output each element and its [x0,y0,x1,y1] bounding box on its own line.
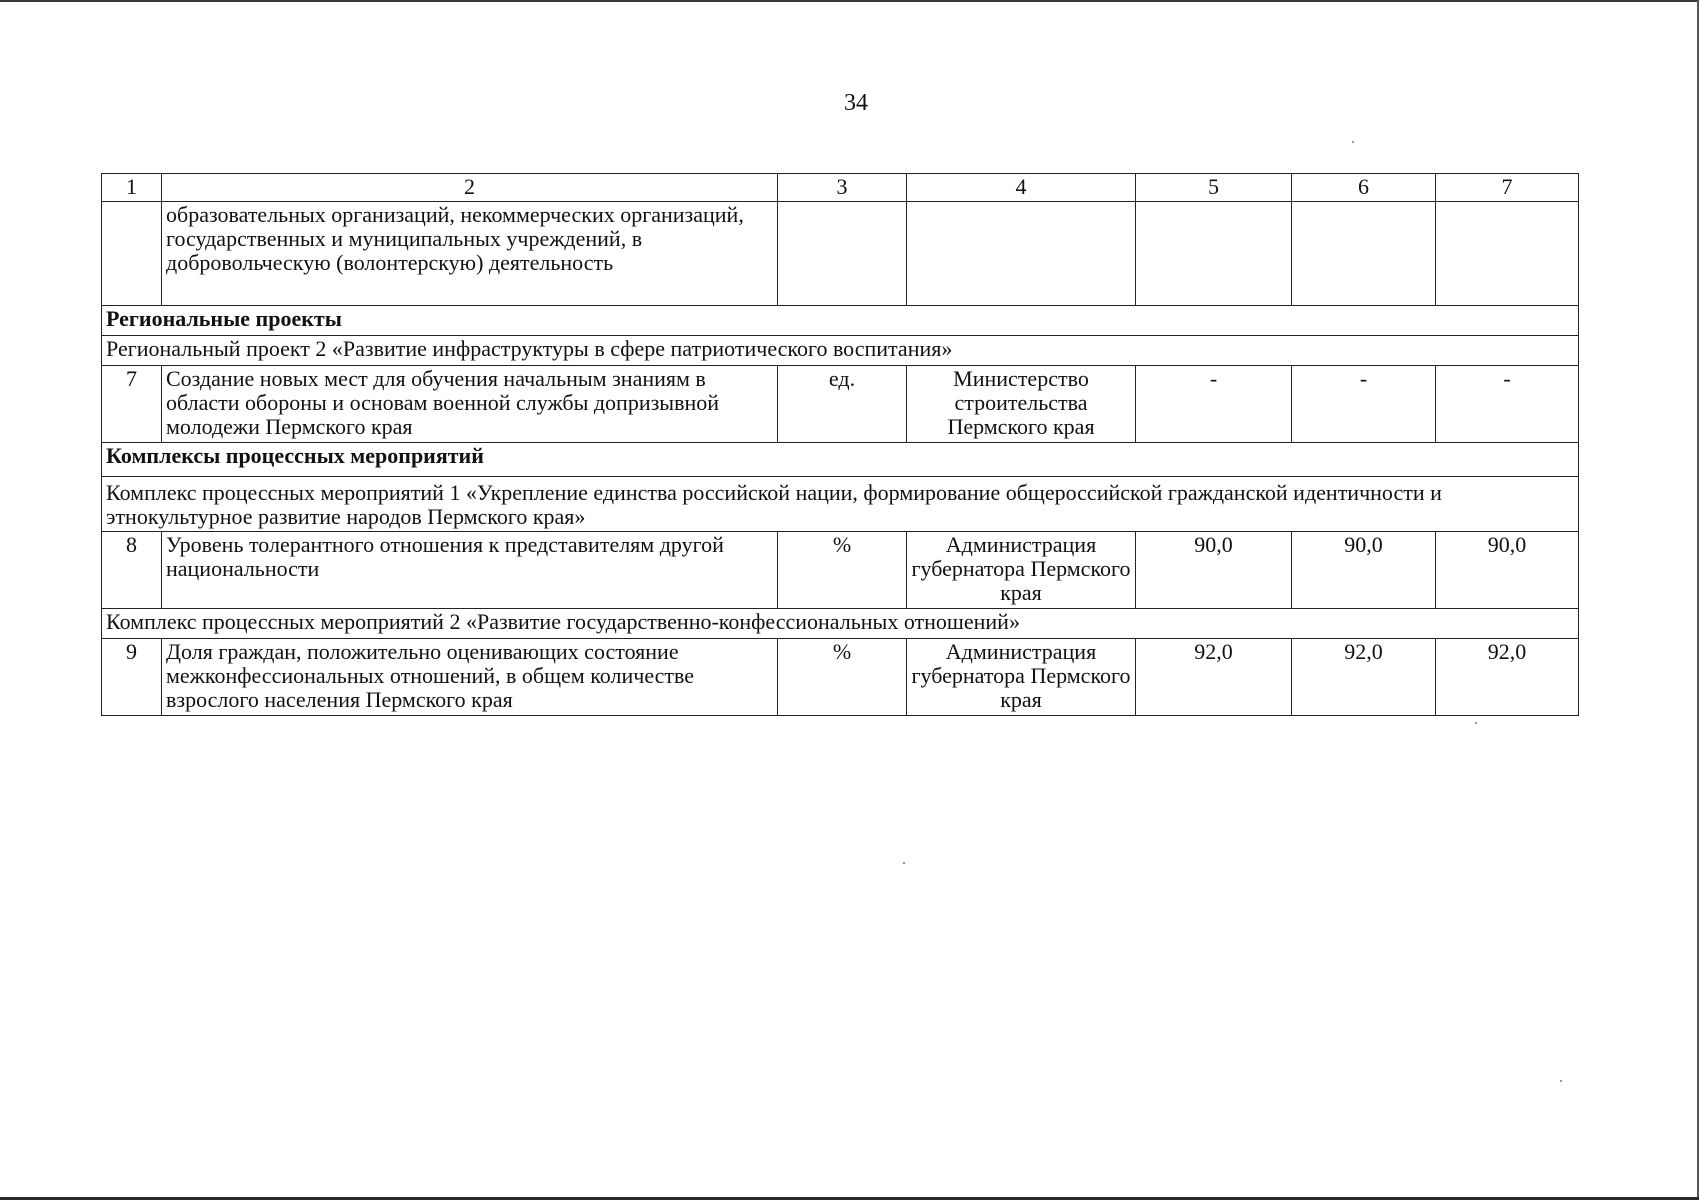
subsection-row-process-complex-2 [102,609,1579,639]
regional-project-2-title: Региональный проект 2 «Развитие инфраструктуры в сфере патриотического воспитания» [102,336,1579,366]
row-number: 9 [102,639,162,716]
header-cell-1: 1 [102,174,162,202]
value-col-6: 92,0 [1292,639,1436,716]
table-row [102,532,1579,609]
scan-speck [1560,1080,1562,1082]
value-col-7: 90,0 [1436,532,1579,609]
continuation-v6-cell [1292,202,1436,306]
header-cell-4: 4 [907,174,1136,202]
table-row [102,639,1579,716]
value-col-7: - [1436,366,1579,443]
responsible-cell: Администрация губернатора Пермского края [907,639,1136,716]
row-number: 8 [102,532,162,609]
value-col-5: - [1136,366,1292,443]
unit-cell: ед. [778,366,907,443]
value-col-6: 90,0 [1292,532,1436,609]
indicator-name: Доля граждан, положительно оценивающих состояние межконфессиональных отношений, в общем количестве взрослого населения Пермского края [162,639,778,716]
unit-cell: % [778,639,907,716]
table-row [102,366,1579,443]
header-cell-6: 6 [1292,174,1436,202]
page-number: 34 [844,90,868,116]
continuation-row [102,202,1579,306]
continuation-text-cell: образовательных организаций, некоммерческих организаций, государственных и муниципальных учреждений, в добровольческую (волонтерскую) деятельность [162,202,778,306]
header-cell-2: 2 [162,174,778,202]
value-col-5: 92,0 [1136,639,1292,716]
value-col-6: - [1292,366,1436,443]
value-col-5: 90,0 [1136,532,1292,609]
continuation-responsible-cell [907,202,1136,306]
row-number: 7 [102,366,162,443]
scan-speck [1352,141,1354,143]
section-heading-process-complexes: Комплексы процессных мероприятий [102,443,1579,477]
process-complex-2-title: Комплекс процессных мероприятий 2 «Развитие государственно-конфессиональных отношений» [102,609,1579,639]
header-cell-5: 5 [1136,174,1292,202]
continuation-unit-cell [778,202,907,306]
section-row-processes [102,443,1579,477]
responsible-cell: Министерство строительства Пермского края [907,366,1136,443]
responsible-cell: Администрация губернатора Пермского края [907,532,1136,609]
indicator-name: Уровень толерантного отношения к представителям другой национальности [162,532,778,609]
continuation-v5-cell [1136,202,1292,306]
section-row-regional [102,306,1579,336]
header-cell-7: 7 [1436,174,1579,202]
scan-speck [903,862,905,864]
value-col-7: 92,0 [1436,639,1579,716]
scan-edge-top [0,0,1699,2]
indicators-table [101,173,1579,716]
subsection-row-regional-project-2 [102,336,1579,366]
section-heading-regional-projects: Региональные проекты [102,306,1579,336]
continuation-v7-cell [1436,202,1579,306]
unit-cell: % [778,532,907,609]
subsection-row-process-complex-1 [102,477,1579,532]
indicator-name: Создание новых мест для обучения начальным знаниям в области обороны и основам военной службы допризывной молодежи Пермского края [162,366,778,443]
table-header-row [102,174,1579,202]
process-complex-1-title: Комплекс процессных мероприятий 1 «Укрепление единства российской нации, формирование общероссийской гражданской идентичности и этнокультурное развитие народов Пермского края» [102,477,1579,532]
scan-speck [1475,722,1477,724]
continuation-num-cell [102,202,162,306]
header-cell-3: 3 [778,174,907,202]
